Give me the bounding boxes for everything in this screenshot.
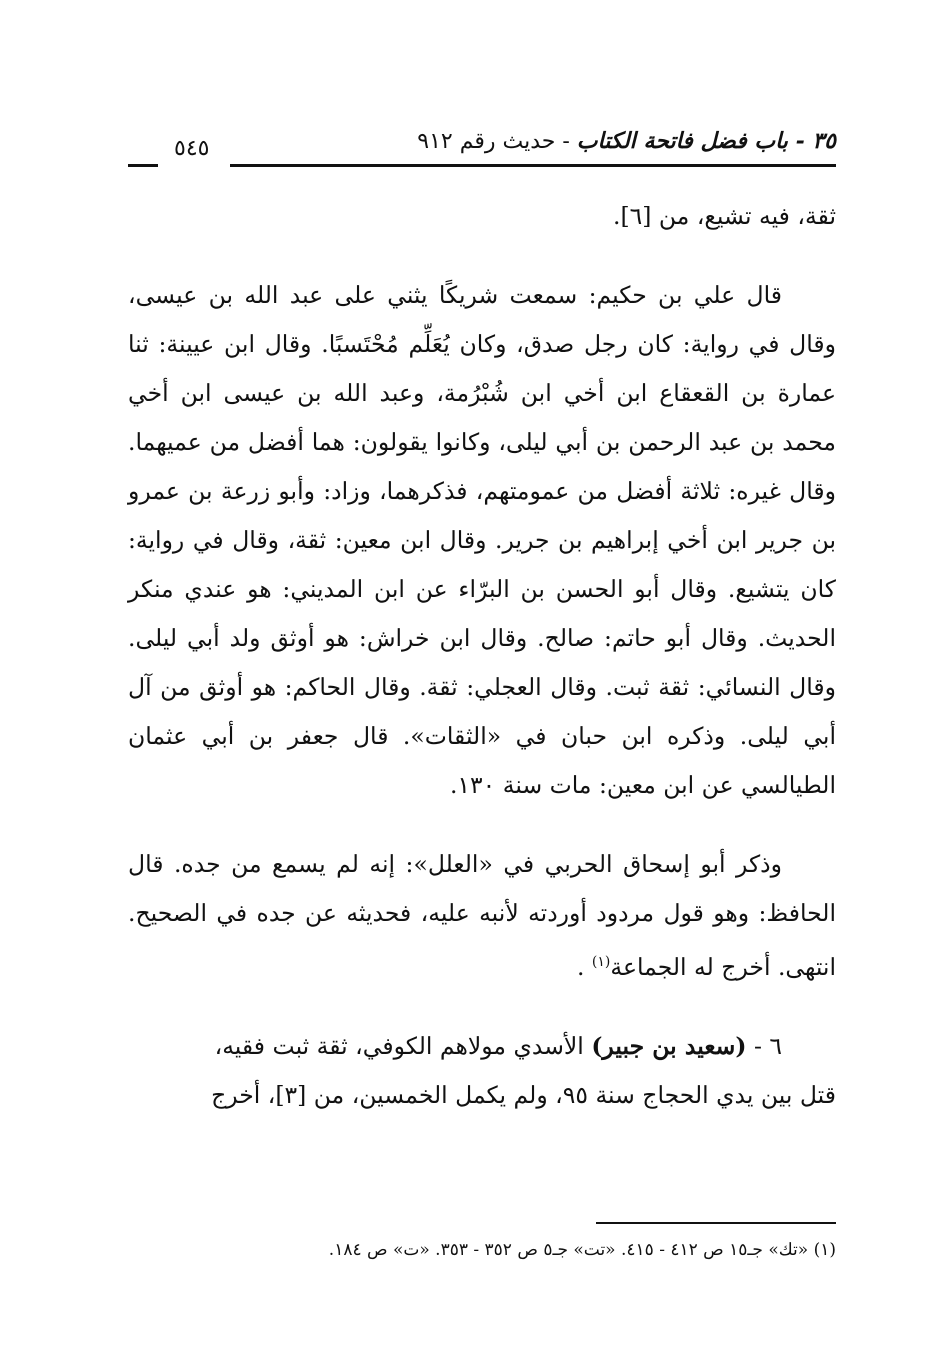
paragraph-3-text: وذكر أبو إسحاق الحربي في «العلل»: إنه لم يسمع من جده. قال الحافظ: وهو قول مردود أوردته لأنبه عليه، فحديثه عن جده في الصحيح. انتهى. أخرج له الجماعة (128, 850, 836, 981)
paragraph-1: ثقة، فيه تشيع، من [٦]. (612, 202, 836, 230)
hadith-number: - حديث رقم ٩١٢ (417, 129, 570, 154)
entry-text: الأسدي مولاهم الكوفي، ثقة ثبت فقيه، (214, 1031, 592, 1060)
narrator-name: (سعيد بن جبير) (591, 1031, 747, 1060)
chapter-title-bold: ٣٥ - باب فضل فاتحة الكتاب (576, 128, 836, 154)
header-rule-short (128, 164, 158, 167)
paragraph-2: قال علي بن حكيم: سمعت شريكًا يثني على عبد الله بن عيسى، وقال في رواية: كان رجل صدق، وكان يُعَلِّم مُحْتَسبًا. وقال ابن عيينة: ثنا عمارة بن القعقاع ابن أخي ابن شُبْرُمة، وعبد الله بن عيسى ابن أخي محمد بن عبد الرحمن بن أبي ليلى، وكانوا يقولون: هما أفضل من عميهما. وقال غيره: ثلاثة أفضل من عمومتهم، فذكرهما، وزاد: وأبو زرعة بن عمرو بن جرير ابن أخي إبراهيم بن جرير. وقال ابن معين: ثقة، وقال في رواية: كان يتشيع. وقال أبو الحسن بن البرّاء عن ابن المديني: هو عندي منكر الحديث. وقال أبو حاتم: صالح. وقال ابن خراش: هو أوثق ولد أبي ليلى. وقال النسائي: ثقة ثبت. وقال العجلي: ثقة. وقال الحاكم: هو أوثق من آل أبي ليلى. وذكره ابن حبان في «الثقات». قال جعفر بن أبي عثمان الطيالسي عن ابن معين: مات سنة ١٣٠. (128, 281, 836, 799)
paragraph-3-end: . (576, 952, 592, 981)
paragraph-3 (128, 840, 836, 992)
footnote: (١) «تك» جـ١٥ ص ٤١٢ - ٤١٥. «تت» جـ٥ ص ٣٥٢ - ٣٥٣. «ت» ص ١٨٤. (328, 1240, 836, 1260)
main-text (128, 192, 836, 1120)
entry-6 (128, 1022, 836, 1071)
running-header (128, 128, 836, 164)
footnote-marker: (١) (591, 954, 611, 970)
page-number: ٥٤٥ (174, 136, 210, 161)
chapter-title (417, 128, 836, 154)
header-rule (230, 164, 836, 167)
footnote-rule (596, 1222, 836, 1224)
paragraph-4: قتل بين يدي الحجاج سنة ٩٥، ولم يكمل الخمسين، من [٣]، أخرج (211, 1080, 836, 1109)
entry-number: ٦ - (746, 1031, 782, 1060)
